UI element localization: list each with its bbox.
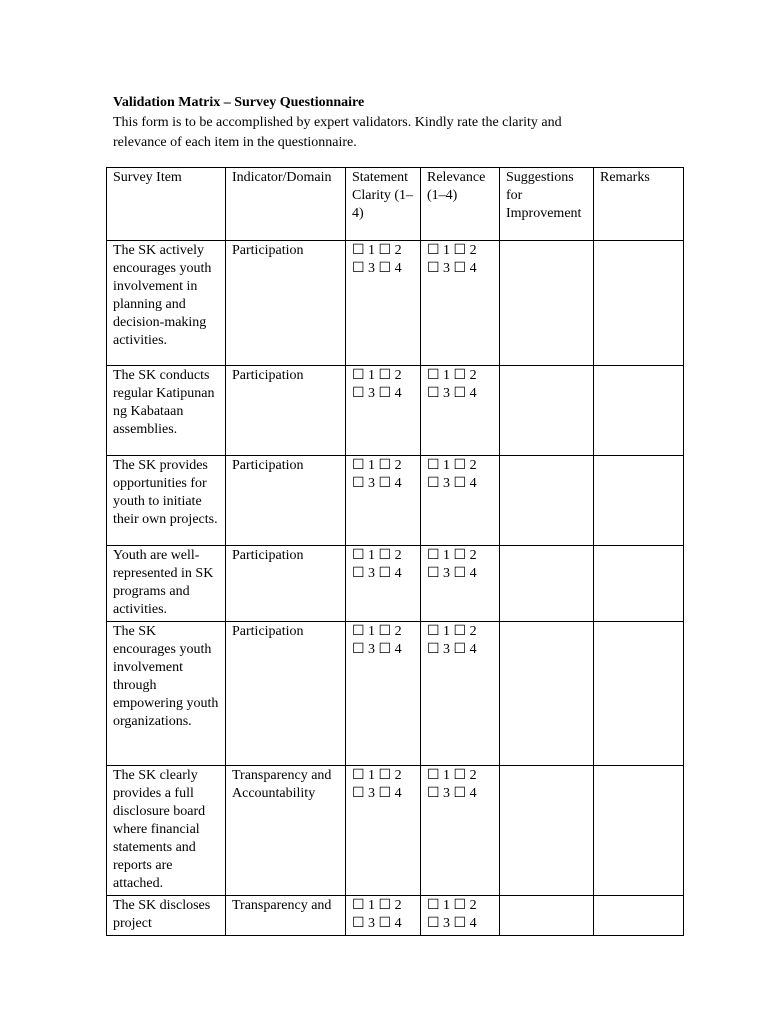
remarks-cell[interactable] <box>594 366 684 456</box>
header-indicator-domain: Indicator/Domain <box>226 168 346 241</box>
header-statement-clarity: Statement Clarity (1–4) <box>346 168 421 241</box>
survey-item-cell: Youth are well-represented in SK programs and activities. <box>107 546 226 622</box>
indicator-cell: Participation <box>226 546 346 622</box>
header-suggestions: Suggestions for Improvement <box>500 168 594 241</box>
clarity-rating-checkboxes[interactable] <box>346 241 421 366</box>
rating-options-3-4[interactable]: ☐ 3 ☐ 4 <box>427 566 477 581</box>
table-row <box>107 241 684 366</box>
suggestions-cell[interactable] <box>500 241 594 366</box>
document-title: Validation Matrix – Survey Questionnaire <box>113 95 365 110</box>
table-row <box>107 896 684 936</box>
rating-options-1-2[interactable]: ☐ 1 ☐ 2 <box>427 243 477 258</box>
intro-paragraph <box>113 113 633 153</box>
rating-options-3-4[interactable]: ☐ 3 ☐ 4 <box>352 476 402 491</box>
table-header-row <box>107 168 684 241</box>
rating-options-3-4[interactable]: ☐ 3 ☐ 4 <box>352 916 402 931</box>
header-survey-item: Survey Item <box>107 168 226 241</box>
rating-options-3-4[interactable]: ☐ 3 ☐ 4 <box>352 642 402 657</box>
relevance-rating-checkboxes[interactable] <box>421 622 500 766</box>
rating-options-1-2[interactable]: ☐ 1 ☐ 2 <box>427 624 477 639</box>
rating-options-3-4[interactable]: ☐ 3 ☐ 4 <box>427 261 477 276</box>
rating-options-3-4[interactable]: ☐ 3 ☐ 4 <box>352 786 402 801</box>
survey-item-cell: The SK provides opportunities for youth to initiate their own projects. <box>107 456 226 546</box>
rating-options-1-2[interactable]: ☐ 1 ☐ 2 <box>352 898 402 913</box>
rating-options-1-2[interactable]: ☐ 1 ☐ 2 <box>352 768 402 783</box>
rating-options-1-2[interactable]: ☐ 1 ☐ 2 <box>352 458 402 473</box>
rating-options-1-2[interactable]: ☐ 1 ☐ 2 <box>427 548 477 563</box>
intro-line: relevance of each item in the questionnaire. <box>113 135 357 150</box>
survey-item-cell: The SK actively encourages youth involvement in planning and decision-making activities. <box>107 241 226 366</box>
table-row <box>107 366 684 456</box>
suggestions-cell[interactable] <box>500 546 594 622</box>
suggestions-cell[interactable] <box>500 622 594 766</box>
rating-options-1-2[interactable]: ☐ 1 ☐ 2 <box>352 243 402 258</box>
rating-options-3-4[interactable]: ☐ 3 ☐ 4 <box>427 642 477 657</box>
table-row <box>107 622 684 766</box>
rating-options-1-2[interactable]: ☐ 1 ☐ 2 <box>352 624 402 639</box>
suggestions-cell[interactable] <box>500 896 594 936</box>
clarity-rating-checkboxes[interactable] <box>346 546 421 622</box>
survey-item-cell: The SK clearly provides a full disclosure board where financial statements and reports are attached. <box>107 766 226 896</box>
rating-options-1-2[interactable]: ☐ 1 ☐ 2 <box>427 898 477 913</box>
relevance-rating-checkboxes[interactable] <box>421 896 500 936</box>
rating-options-3-4[interactable]: ☐ 3 ☐ 4 <box>352 566 402 581</box>
suggestions-cell[interactable] <box>500 366 594 456</box>
validation-matrix-table <box>106 167 684 936</box>
remarks-cell[interactable] <box>594 766 684 896</box>
rating-options-1-2[interactable]: ☐ 1 ☐ 2 <box>427 768 477 783</box>
survey-item-cell: The SK conducts regular Katipunan ng Kabataan assemblies. <box>107 366 226 456</box>
rating-options-1-2[interactable]: ☐ 1 ☐ 2 <box>352 368 402 383</box>
clarity-rating-checkboxes[interactable] <box>346 366 421 456</box>
rating-options-3-4[interactable]: ☐ 3 ☐ 4 <box>352 386 402 401</box>
survey-item-cell: The SK discloses project <box>107 896 226 936</box>
suggestions-cell[interactable] <box>500 456 594 546</box>
survey-item-cell: The SK encourages youth involvement through empowering youth organizations. <box>107 622 226 766</box>
indicator-cell: Transparency and <box>226 896 346 936</box>
remarks-cell[interactable] <box>594 456 684 546</box>
table-row <box>107 546 684 622</box>
remarks-cell[interactable] <box>594 546 684 622</box>
relevance-rating-checkboxes[interactable] <box>421 546 500 622</box>
clarity-rating-checkboxes[interactable] <box>346 456 421 546</box>
indicator-cell: Participation <box>226 456 346 546</box>
rating-options-3-4[interactable]: ☐ 3 ☐ 4 <box>427 916 477 931</box>
rating-options-1-2[interactable]: ☐ 1 ☐ 2 <box>427 368 477 383</box>
rating-options-1-2[interactable]: ☐ 1 ☐ 2 <box>427 458 477 473</box>
header-relevance: Relevance (1–4) <box>421 168 500 241</box>
rating-options-3-4[interactable]: ☐ 3 ☐ 4 <box>427 786 477 801</box>
rating-options-3-4[interactable]: ☐ 3 ☐ 4 <box>352 261 402 276</box>
table-row <box>107 456 684 546</box>
remarks-cell[interactable] <box>594 622 684 766</box>
relevance-rating-checkboxes[interactable] <box>421 456 500 546</box>
suggestions-cell[interactable] <box>500 766 594 896</box>
indicator-cell: Participation <box>226 366 346 456</box>
rating-options-3-4[interactable]: ☐ 3 ☐ 4 <box>427 386 477 401</box>
relevance-rating-checkboxes[interactable] <box>421 366 500 456</box>
indicator-cell: Participation <box>226 241 346 366</box>
clarity-rating-checkboxes[interactable] <box>346 622 421 766</box>
remarks-cell[interactable] <box>594 241 684 366</box>
rating-options-1-2[interactable]: ☐ 1 ☐ 2 <box>352 548 402 563</box>
rating-options-3-4[interactable]: ☐ 3 ☐ 4 <box>427 476 477 491</box>
table-row <box>107 766 684 896</box>
remarks-cell[interactable] <box>594 896 684 936</box>
indicator-cell: Participation <box>226 622 346 766</box>
clarity-rating-checkboxes[interactable] <box>346 896 421 936</box>
intro-line: This form is to be accomplished by expert validators. Kindly rate the clarity and <box>113 115 562 130</box>
clarity-rating-checkboxes[interactable] <box>346 766 421 896</box>
relevance-rating-checkboxes[interactable] <box>421 766 500 896</box>
header-remarks: Remarks <box>594 168 684 241</box>
relevance-rating-checkboxes[interactable] <box>421 241 500 366</box>
indicator-cell: Transparency and Accountability <box>226 766 346 896</box>
